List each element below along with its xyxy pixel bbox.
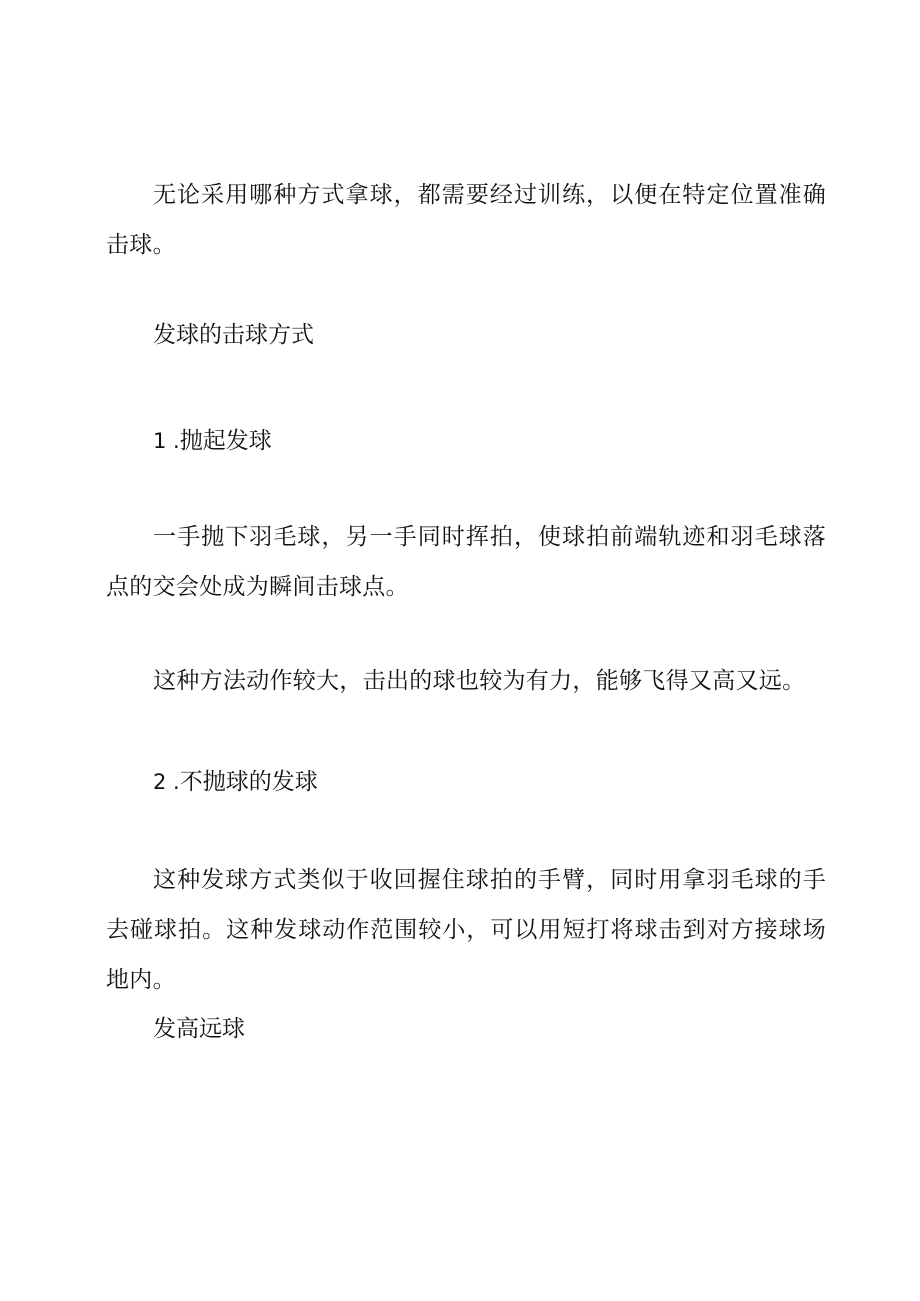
item-title: 不抛球的发球 (179, 769, 318, 795)
paragraph-ball-holding: 无论采用哪种方式拿球，都需要经过训练，以便在特定位置准确击球。 (106, 182, 826, 258)
item-title: 抛起发球 (179, 428, 272, 454)
paragraph-toss-serve-description: 一手抛下羽毛球，另一手同时挥拍，使球拍前端轨迹和羽毛球落点的交会处成为瞬间击球点。 (106, 524, 826, 600)
section-heading-high-serve: 发高远球 (153, 1016, 245, 1042)
paragraph-toss-serve-effect: 这种方法动作较大，击出的球也较为有力，能够飞得又高又远。 (153, 668, 806, 694)
section-heading-serve-methods: 发球的击球方式 (153, 322, 314, 348)
item-number: 1 . (153, 429, 180, 453)
item-number: 2 . (153, 770, 180, 794)
numbered-item-1 (153, 416, 272, 466)
paragraph-no-toss-serve: 这种发球方式类似于收回握住球拍的手臂，同时用拿羽毛球的手去碰球拍。这种发球动作范围较小，可以用短打将球击到对方接球场地内。 (106, 867, 826, 993)
numbered-item-2 (153, 757, 318, 807)
